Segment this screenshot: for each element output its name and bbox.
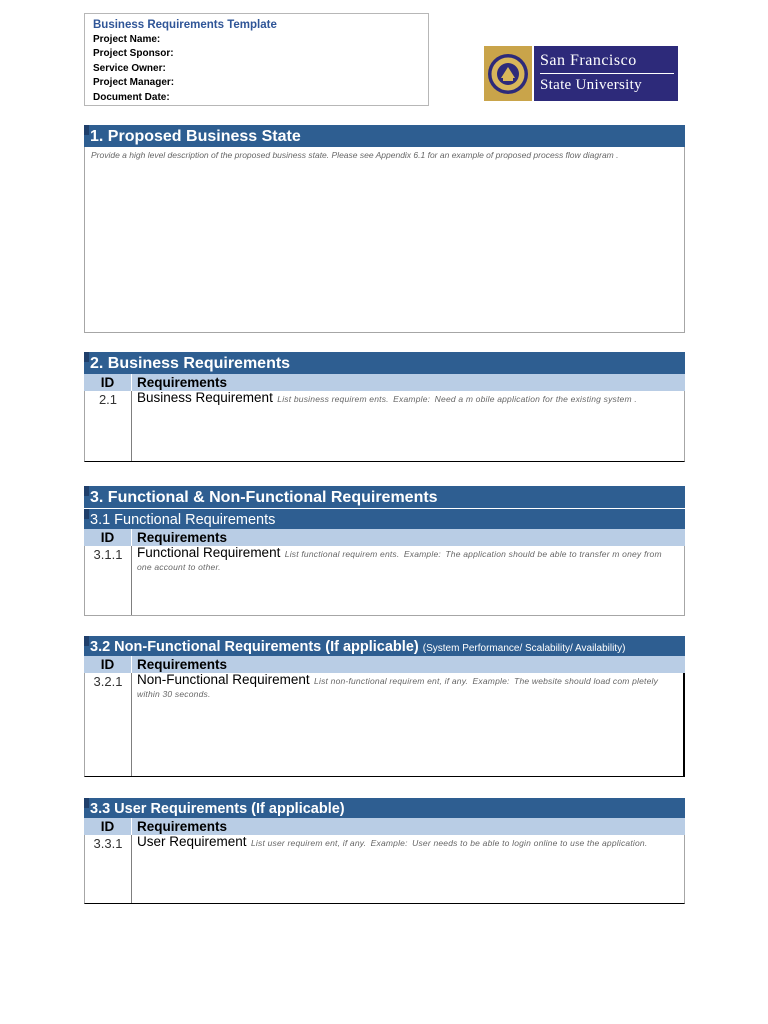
- template-title: Business Requirements Template: [93, 19, 277, 31]
- col-requirements: Requirements: [131, 374, 685, 391]
- col-id: ID: [100, 657, 115, 672]
- section-3-title: 3. Functional & Non-Functional Requirements: [90, 489, 438, 506]
- row-id: 3.2.1: [85, 673, 132, 776]
- example-text: User needs to be able to login online to use the application.: [412, 838, 648, 848]
- col-requirements: Requirements: [131, 656, 685, 673]
- subsection-3-2-title: 3.2 Non-Functional Requirements (If applicable): [90, 639, 419, 655]
- table-row[interactable]: [84, 673, 685, 777]
- requirement-hint: List business requirem ents.: [277, 394, 389, 404]
- requirement-name: Business Requirement: [137, 390, 273, 405]
- col-id: ID: [100, 530, 115, 545]
- service-owner-label: Service Owner:: [93, 62, 166, 74]
- row-id: 3.1.1: [85, 546, 132, 615]
- example-label: Example:: [403, 549, 441, 559]
- example-label: Example:: [472, 676, 510, 686]
- example-text: Need a m obile application for the existing system .: [434, 394, 637, 404]
- section-business-requirements: [84, 352, 685, 462]
- requirement-hint: List functional requirem ents.: [284, 549, 400, 559]
- project-sponsor-label: Project Sponsor:: [93, 48, 174, 60]
- row-id: 3.3.1: [85, 835, 132, 903]
- table-row[interactable]: [84, 835, 685, 904]
- project-name-label: Project Name:: [93, 34, 161, 45]
- example-label: Example:: [393, 394, 431, 404]
- subsection-3-1-title: 3.1 Functional Requirements: [90, 512, 276, 528]
- subsection-3-2-note: (System Performance/ Scalability/ Availability): [422, 643, 626, 654]
- requirement-hint: List non-functional requirem ent, if any.: [314, 676, 469, 686]
- university-seal-icon: [484, 46, 532, 101]
- col-id: ID: [100, 375, 115, 390]
- section-1-title: 1. Proposed Business State: [90, 128, 301, 145]
- requirement-name: Non-Functional Requirement: [137, 672, 310, 687]
- example-label: Example:: [370, 838, 408, 848]
- subsection-3-3-title: 3.3 User Requirements (If applicable): [90, 801, 345, 817]
- table-row[interactable]: [84, 391, 685, 462]
- project-info-box: [84, 13, 429, 106]
- logo-line-1: San Francisco: [540, 52, 637, 69]
- table-row[interactable]: [84, 546, 685, 616]
- col-requirements: Requirements: [131, 529, 685, 546]
- section-2-title: 2. Business Requirements: [90, 355, 291, 372]
- col-requirements: Requirements: [131, 818, 685, 835]
- university-logo: [484, 46, 678, 101]
- column-header: [84, 374, 685, 391]
- example-text: The application should be able to transfer m oney from one account to other.: [137, 549, 662, 572]
- section-1-description-box[interactable]: [84, 147, 685, 333]
- document-date-label: Document Date:: [93, 91, 170, 103]
- section-functional-non-functional: [84, 486, 685, 616]
- project-manager-label: Project Manager:: [93, 77, 175, 89]
- requirement-hint: List user requirem ent, if any.: [251, 838, 367, 848]
- column-header: [84, 656, 685, 673]
- column-header: [84, 529, 685, 546]
- col-id: ID: [100, 819, 115, 834]
- section-proposed-business-state: [84, 125, 685, 333]
- requirement-name: Functional Requirement: [137, 545, 281, 560]
- section-non-functional-requirements: [84, 635, 685, 777]
- section-1-description: Provide a high level description of the proposed business state. Please see Appendix 6.1 for an example of proposed process flow diagram .: [91, 150, 619, 160]
- example-text: The website should load com pletely within 30 seconds.: [137, 676, 659, 699]
- section-user-requirements: [84, 797, 685, 904]
- requirement-name: User Requirement: [137, 834, 247, 849]
- row-id: 2.1: [85, 391, 132, 461]
- logo-line-2: State University: [540, 77, 642, 93]
- column-header: [84, 818, 685, 835]
